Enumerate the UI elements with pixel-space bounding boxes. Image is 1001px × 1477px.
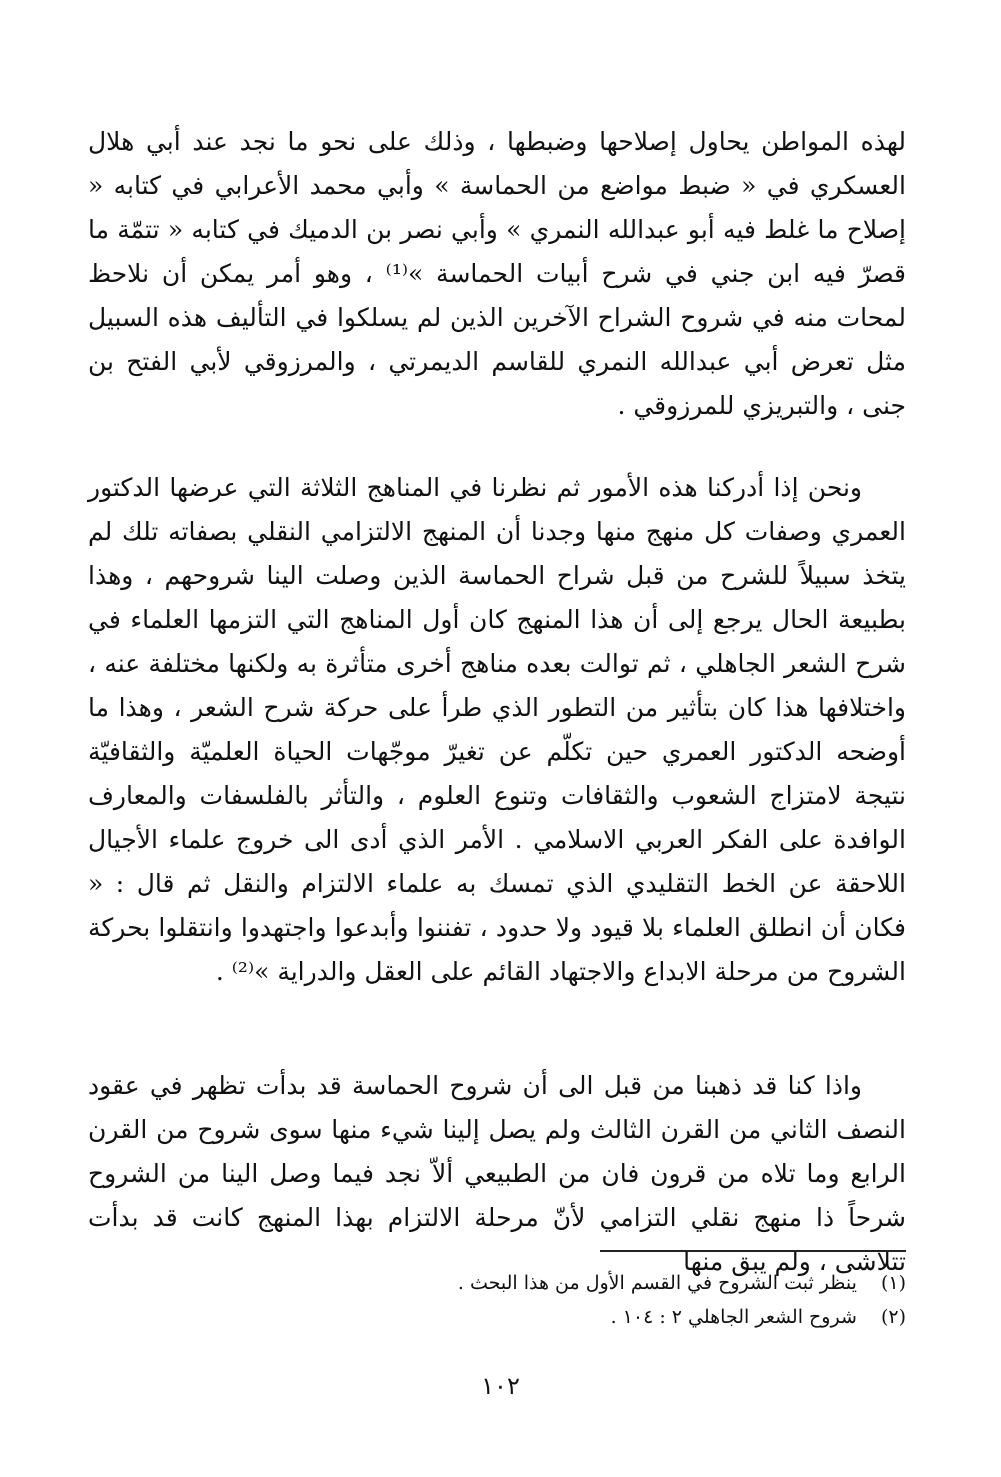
footnote-text: شروح الشعر الجاهلي ٢ : ١٠٤ .: [610, 1306, 857, 1328]
footnote-divider: [600, 1250, 906, 1252]
paragraph-text: واذا كنا قد ذهبنا من قبل الى أن شروح الحماسة قد بدأت تظهر في عقود النصف الثاني من القرن الثالث ولم يصل إلينا شيء منها سوى شروح من القرن الرابع وما تلاه من قرون فان من الطبيعي ألاّ نجد فيما وصل الينا من الشروح شرحاً ذا منهج نقلي التزامي لأنّ مرحلة الالتزام بهذا المنهج كانت قد بدأت تتلاشى ، ولم يبق منها: [88, 1071, 906, 1276]
page-number: ١٠٢: [481, 1372, 520, 1400]
footnotes: [360, 1266, 906, 1334]
footnote-text: ينظر ثبت الشروح في القسم الأول من هذا البحث .: [457, 1272, 857, 1294]
footnote-number: (٢): [880, 1306, 906, 1328]
footnote-1: [360, 1266, 906, 1300]
paragraph-text: لهذه المواطن يحاول إصلاحها وضبطها ، وذلك على نحو ما نجد عند أبي هلال العسكري في « ضبط مواضع من الحماسة » وأبي محمد الأعرابي في كتابه « إصلاح ما غلط فيه أبو عبدالله النمري » وأبي نصر بن الدميك في كتابه « تتمّة ما قصرّ فيه ابن جني في شرح أبيات الحماسة »⁽¹⁾ ، وهو أمر يمكن أن نلاحظ لمحات منه في شروح الشراح الآخرين الذين لم يسلكوا في التأليف هذه السبيل مثل تعرض أبي عبدالله النمري للقاسم الديمرتي ، والمرزوقي لأبي الفتح بن جنى ، والتبريزي للمرزوقي .: [88, 127, 906, 420]
paragraph-text: ونحن إذا أدركنا هذه الأمور ثم نظرنا في المناهج الثلاثة التي عرضها الدكتور العمري وصفات كل منهج منها وجدنا أن المنهج الالتزامي النقلي بصفاته تلك لم يتخذ سبيلاً للشرح من قبل شراح الحماسة الذين وصلت الينا شروحهم ، وهذا بطبيعة الحال يرجع إلى أن هذا المنهج كان أول المناهج التي التزمها العلماء في شرح الشعر الجاهلي ، ثم توالت بعده مناهج أخرى متأثرة به ولكنها مختلفة عنه ، واختلافها هذا كان بتأثير من التطور الذي طرأ على حركة شرح الشعر ، وهذا ما أوضحه الدكتور العمري حين تكلّم عن تغيرّ موجّهات الحياة العلميّة والثقافيّة نتيجة لامتزاج الشعوب والثقافات وتنوع العلوم ، والتأثر بالفلسفات والمعارف الوافدة على الفكر العربي الاسلامي . الأمر الذي أدى الى خروج علماء الأجيال اللاحقة عن الخط التقليدي الذي تمسك به علماء الالتزام والنقل ثم قال : « فكان أن انطلق العلماء بلا قيود ولا حدود ، تفننوا وأبدعوا واجتهدوا وانتقلوا بحركة الشروح من مرحلة الابداع والاجتهاد القائم على العقل والدراية »⁽²⁾ .: [88, 473, 906, 986]
body-paragraph-1: [88, 120, 906, 428]
body-paragraph-2: [88, 466, 906, 994]
footnote-number: (١): [880, 1272, 906, 1294]
footnote-2: [360, 1300, 906, 1334]
